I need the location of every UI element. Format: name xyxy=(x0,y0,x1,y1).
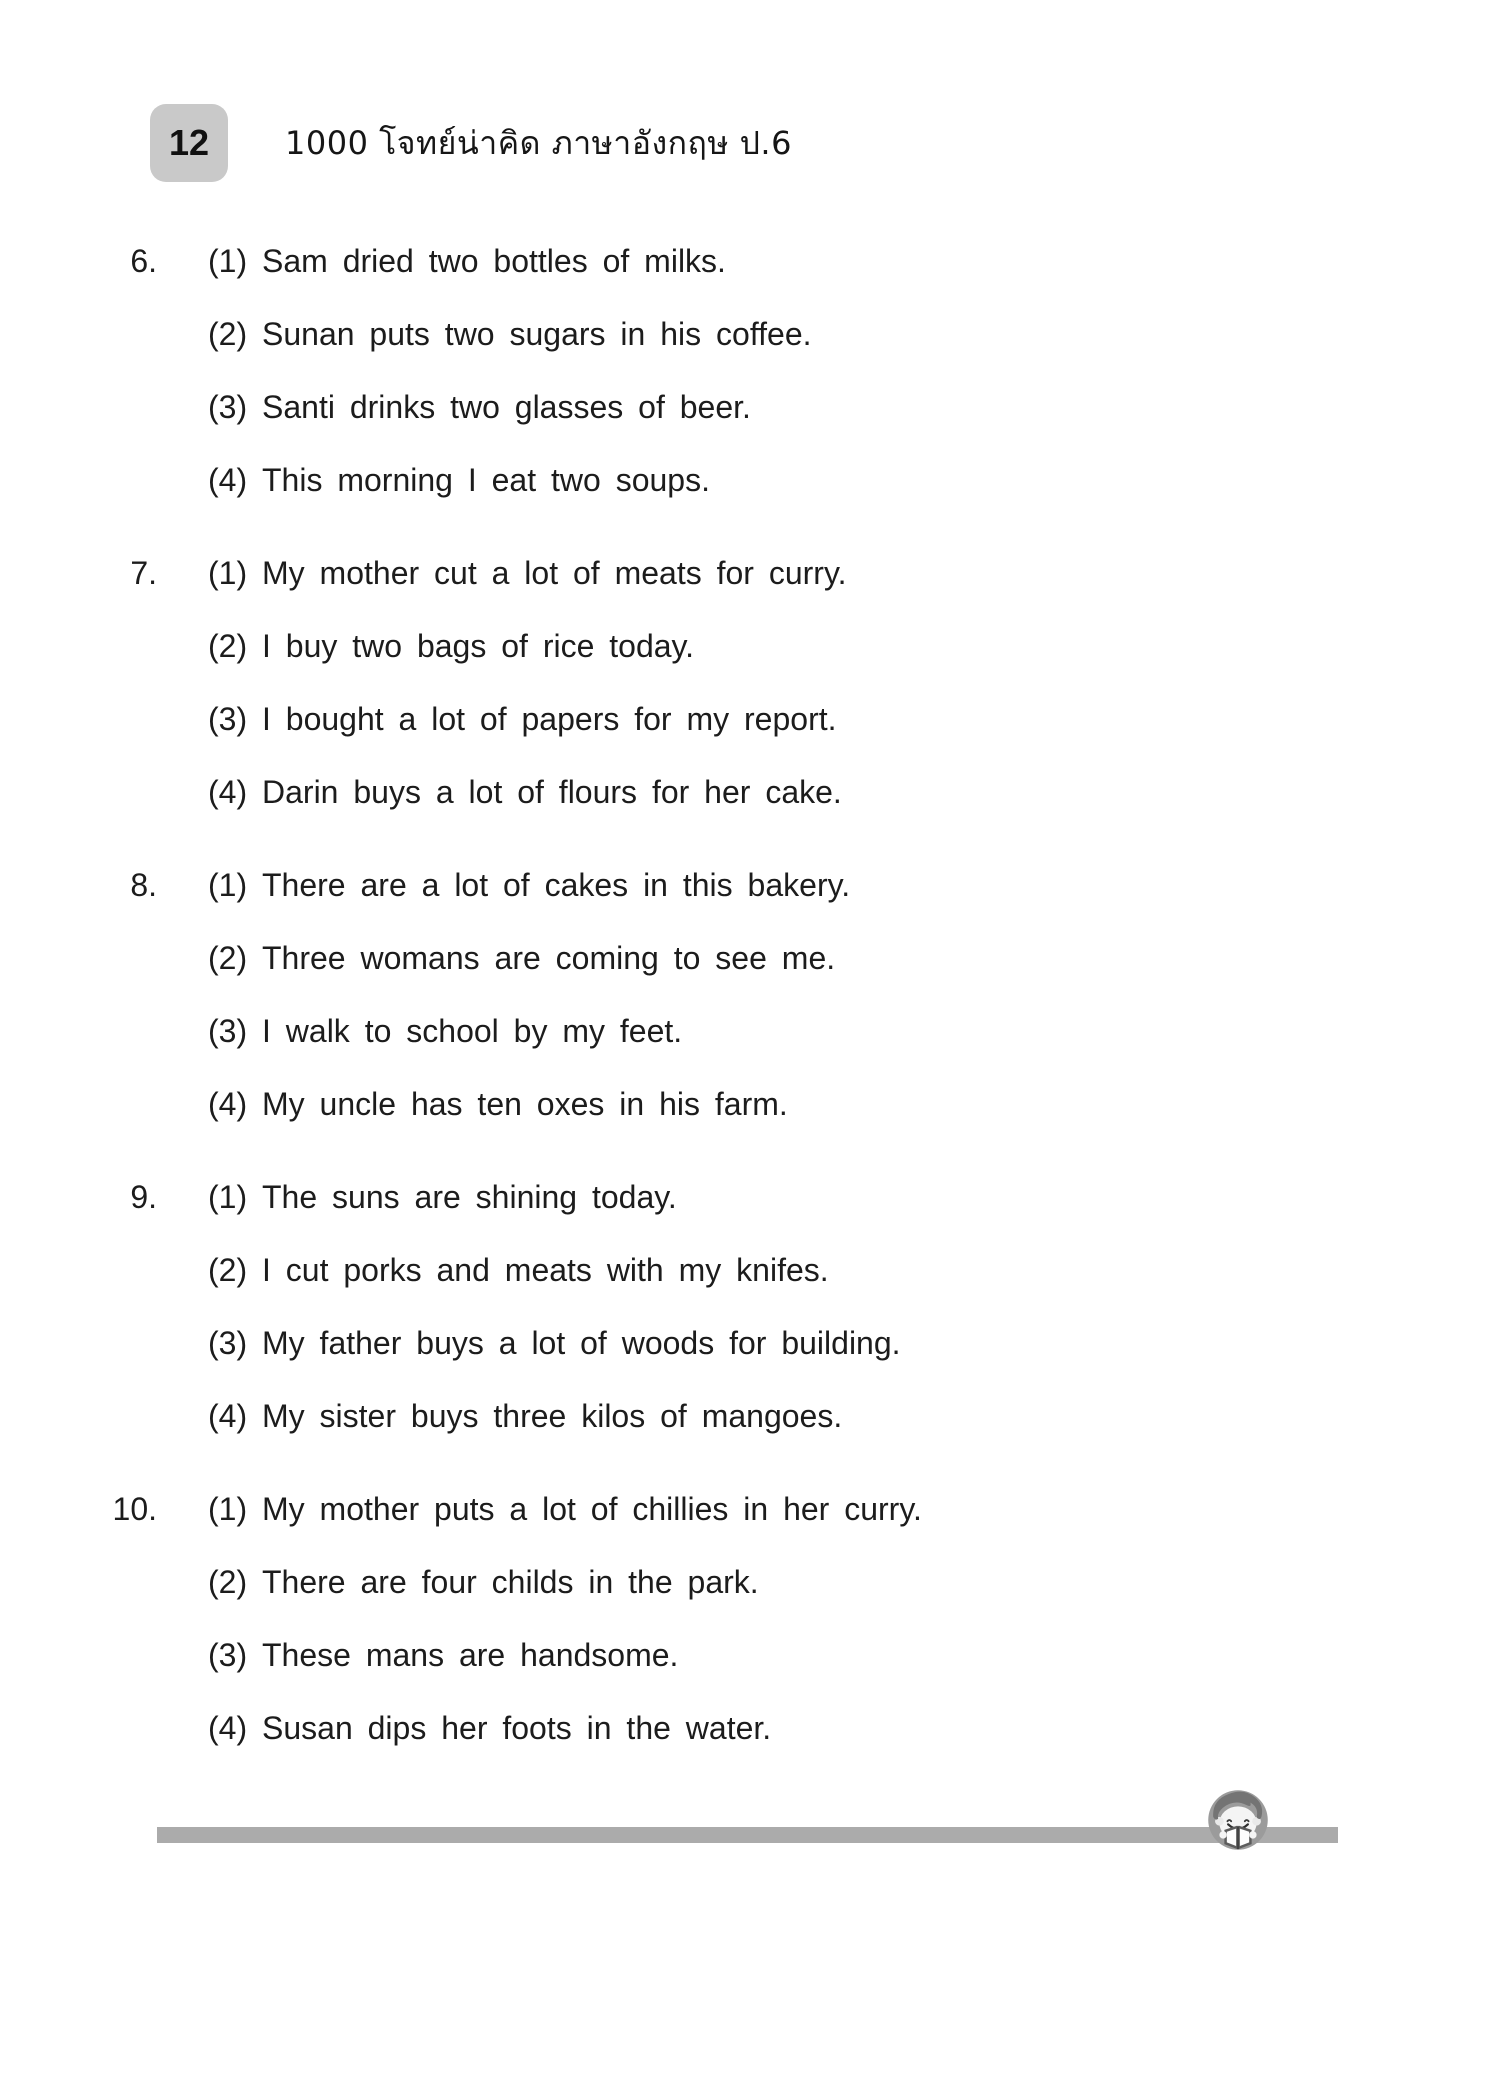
option-marker: (1) xyxy=(208,1179,248,1215)
option-text: Darin buys a lot of flours for her cake. xyxy=(262,774,842,810)
option-text: I bought a lot of papers for my report. xyxy=(262,701,837,737)
option-marker: (1) xyxy=(208,1491,248,1527)
option-marker: (3) xyxy=(208,389,248,425)
option-text: Susan dips her foots in the water. xyxy=(262,1710,772,1746)
question-block xyxy=(0,849,1504,1141)
question-number: 7. xyxy=(130,555,157,591)
option-marker: (3) xyxy=(208,1325,248,1361)
option-marker: (2) xyxy=(208,316,248,352)
option-marker: (3) xyxy=(208,1637,248,1673)
option-text: There are a lot of cakes in this bakery. xyxy=(262,867,851,903)
option-marker: (1) xyxy=(208,243,248,279)
question-number: 8. xyxy=(130,867,157,903)
option-row xyxy=(0,225,1504,298)
option-row xyxy=(0,1161,1504,1234)
option-row xyxy=(0,610,1504,683)
option-marker: (2) xyxy=(208,1252,248,1288)
option-row xyxy=(0,1307,1504,1380)
option-row xyxy=(0,995,1504,1068)
option-text: There are four childs in the park. xyxy=(262,1564,759,1600)
question-number: 9. xyxy=(130,1179,157,1215)
option-marker: (2) xyxy=(208,628,248,664)
option-row xyxy=(0,849,1504,922)
question-block xyxy=(0,537,1504,829)
option-row xyxy=(0,1473,1504,1546)
question-number: 6. xyxy=(130,243,157,279)
option-text: I cut porks and meats with my knifes. xyxy=(262,1252,829,1288)
option-marker: (1) xyxy=(208,867,248,903)
option-row xyxy=(0,444,1504,517)
option-row xyxy=(0,298,1504,371)
option-marker: (4) xyxy=(208,1710,248,1746)
option-row xyxy=(0,1234,1504,1307)
option-text: Sunan puts two sugars in his coffee. xyxy=(262,316,812,352)
option-marker: (4) xyxy=(208,1398,248,1434)
option-text: Santi drinks two glasses of beer. xyxy=(262,389,751,425)
option-text: The suns are shining today. xyxy=(262,1179,677,1215)
footer-divider-bar xyxy=(157,1827,1338,1843)
option-row xyxy=(0,683,1504,756)
option-marker: (4) xyxy=(208,774,248,810)
boy-reading-book-icon xyxy=(1207,1789,1269,1851)
question-number: 10. xyxy=(112,1491,157,1527)
page-number: 12 xyxy=(168,122,210,163)
option-row xyxy=(0,1068,1504,1141)
option-text: My uncle has ten oxes in his farm. xyxy=(262,1086,788,1122)
option-text: My sister buys three kilos of mangoes. xyxy=(262,1398,843,1434)
book-title: 1000 โจทย์น่าคิด ภาษาอังกฤษ ป.6 xyxy=(285,123,792,162)
question-block xyxy=(0,225,1504,517)
option-marker: (3) xyxy=(208,1013,248,1049)
option-row xyxy=(0,537,1504,610)
question-block xyxy=(0,1473,1504,1765)
option-text: These mans are handsome. xyxy=(262,1637,679,1673)
option-row xyxy=(0,1692,1504,1765)
option-row xyxy=(0,756,1504,829)
question-block xyxy=(0,1161,1504,1453)
option-row xyxy=(0,371,1504,444)
option-text: I walk to school by my feet. xyxy=(262,1013,683,1049)
option-marker: (2) xyxy=(208,940,248,976)
option-marker: (1) xyxy=(208,555,248,591)
option-marker: (2) xyxy=(208,1564,248,1600)
option-row xyxy=(0,922,1504,995)
option-text: My father buys a lot of woods for building. xyxy=(262,1325,901,1361)
option-text: Three womans are coming to see me. xyxy=(262,940,836,976)
option-row xyxy=(0,1619,1504,1692)
option-marker: (4) xyxy=(208,462,248,498)
option-text: I buy two bags of rice today. xyxy=(262,628,695,664)
option-marker: (4) xyxy=(208,1086,248,1122)
option-text: Sam dried two bottles of milks. xyxy=(262,243,726,279)
option-text: My mother puts a lot of chillies in her curry. xyxy=(262,1491,922,1527)
option-text: My mother cut a lot of meats for curry. xyxy=(262,555,847,591)
option-row xyxy=(0,1380,1504,1453)
option-marker: (3) xyxy=(208,701,248,737)
option-text: This morning I eat two soups. xyxy=(262,462,710,498)
option-row xyxy=(0,1546,1504,1619)
